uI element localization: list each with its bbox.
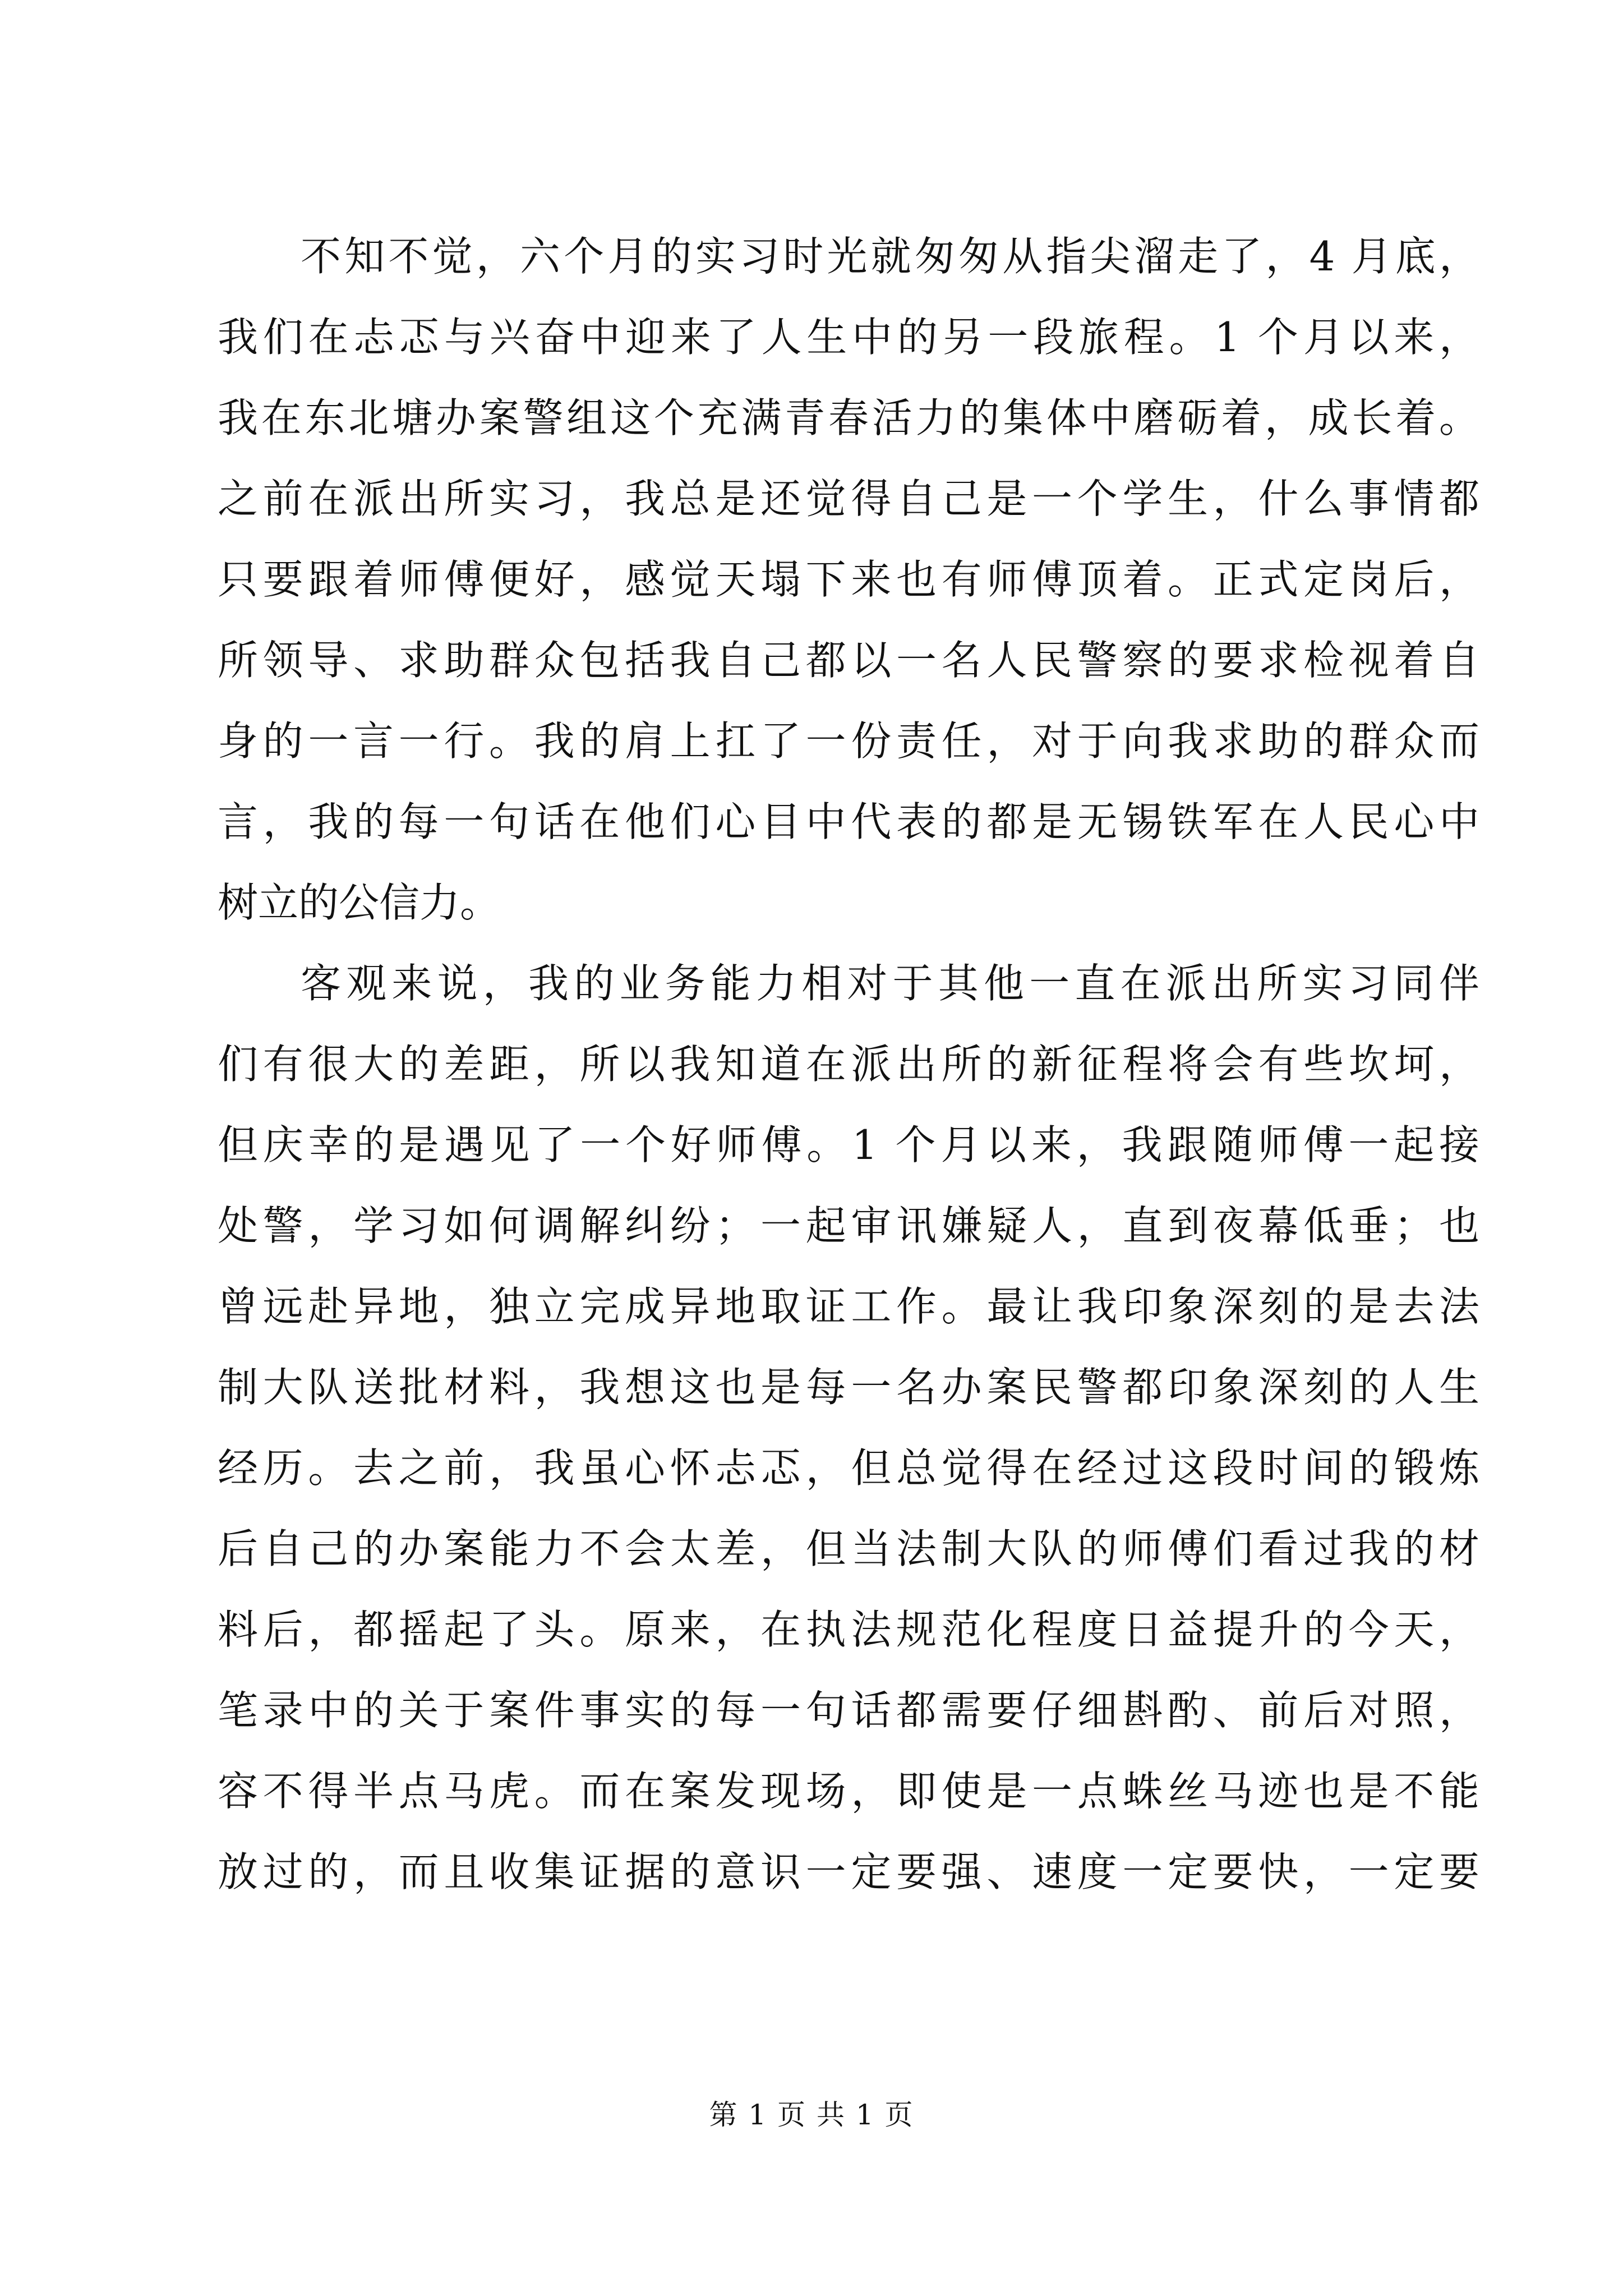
paragraph-2 [218, 943, 1479, 1912]
text-line: 笔录中的关于案件事实的每一句话都需要仔细斟酌、前后对照， [218, 1687, 1479, 1734]
text-line: 所领导、求助群众包括我自己都以一名人民警察的要求检视着自 [218, 637, 1479, 684]
text-line: 只要跟着师傅便好，感觉天塌下来也有师傅顶着。正式定岗后， [218, 556, 1479, 603]
document-body [218, 216, 1479, 1912]
text-line: 树立的公信力。 [218, 879, 501, 926]
text-line: 客观来说，我的业务能力相对于其他一直在派出所实习同伴 [301, 960, 1479, 1007]
text-line: 我们在忐忑与兴奋中迎来了人生中的另一段旅程。1 个月以来， [218, 314, 1479, 361]
page-footer [0, 2098, 1623, 2132]
text-line: 料后，都摇起了头。原来，在执法规范化程度日益提升的今天， [218, 1606, 1479, 1653]
text-line: 处警，学习如何调解纠纷；一起审讯嫌疑人，直到夜幕低垂；也 [218, 1202, 1479, 1249]
text-line: 制大队送批材料，我想这也是每一名办案民警都印象深刻的人生 [218, 1364, 1479, 1411]
text-line: 曾远赴异地，独立完成异地取证工作。最让我印象深刻的是去法 [218, 1283, 1479, 1330]
text-line: 后自己的办案能力不会太差，但当法制大队的师傅们看过我的材 [218, 1525, 1479, 1572]
text-line: 言，我的每一句话在他们心目中代表的都是无锡铁军在人民心中 [218, 798, 1479, 845]
text-line: 不知不觉，六个月的实习时光就匆匆从指尖溜走了，4 月底， [301, 233, 1479, 280]
text-line: 容不得半点马虎。而在案发现场，即使是一点蛛丝马迹也是不能 [218, 1768, 1479, 1815]
text-line: 经历。去之前，我虽心怀忐忑，但总觉得在经过这段时间的锻炼 [218, 1444, 1479, 1492]
text-line: 之前在派出所实习，我总是还觉得自己是一个学生，什么事情都 [218, 475, 1479, 522]
paragraph-1 [218, 216, 1479, 943]
text-line: 们有很大的差距，所以我知道在派出所的新征程将会有些坎坷， [218, 1041, 1479, 1088]
text-line: 我在东北塘办案警组这个充满青春活力的集体中磨砺着，成长着。 [218, 394, 1479, 441]
page-number-label: 第 1 页 共 1 页 [709, 2099, 914, 2131]
text-line: 但庆幸的是遇见了一个好师傅。1 个月以来，我跟随师傅一起接 [218, 1121, 1479, 1168]
text-line: 放过的，而且收集证据的意识一定要强、速度一定要快，一定要 [218, 1848, 1479, 1895]
text-line: 身的一言一行。我的肩上扛了一份责任，对于向我求助的群众而 [218, 717, 1479, 765]
